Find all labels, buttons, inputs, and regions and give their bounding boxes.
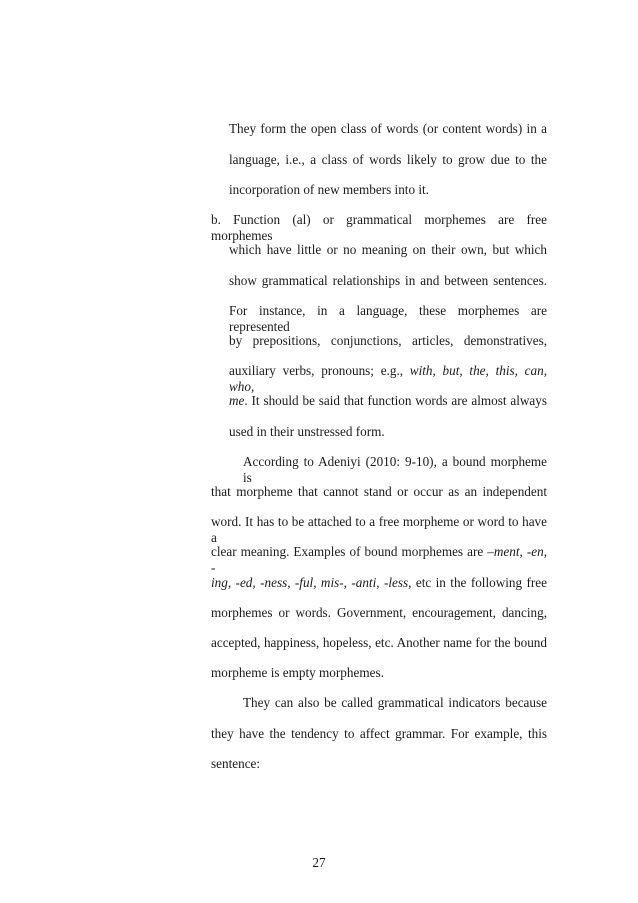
para2-line: morpheme is empty morphemes. — [211, 665, 384, 680]
para3-line: They can also be called grammatical indicators because — [243, 695, 547, 710]
list-item-b-line: which have little or no meaning on their own, but which — [229, 242, 547, 257]
para2-line: morphemes or words. Government, encouragement, dancing, — [211, 605, 547, 620]
text-run: etc in the following free — [411, 575, 547, 590]
para2-line — [211, 544, 547, 576]
page-number: 27 — [312, 855, 326, 870]
para2-line — [211, 575, 547, 591]
para3-line: they have the tendency to affect grammar. For example, this — [211, 726, 547, 741]
para1-line: language, i.e., a class of words likely to grow due to the — [229, 152, 547, 167]
para2-line: word. It has to be attached to a free morpheme or word to have a — [211, 514, 547, 545]
list-item-b-line: show grammatical relationships in and between sentences. — [229, 273, 547, 288]
text-run: . It should be said that function words are almost always — [244, 393, 547, 408]
italic-examples: me — [229, 393, 245, 408]
italic-examples: –ment, -en, - — [211, 544, 547, 575]
para1-line: incorporation of new members into it. — [229, 182, 429, 197]
para2-line: that morpheme that cannot stand or occur as an independent — [211, 484, 547, 499]
list-item-b-line — [229, 363, 547, 395]
italic-examples: ing, -ed, -ness, -ful, mis-, -anti, -less, — [211, 575, 412, 590]
list-item-b-line: used in their unstressed form. — [229, 424, 385, 439]
text-run: auxiliary verbs, pronouns; e.g., — [229, 363, 410, 378]
para2-line: accepted, happiness, hopeless, etc. Another name for the bound — [211, 635, 547, 650]
text-run: clear meaning. Examples of bound morphemes are — [211, 544, 488, 559]
para2-line: According to Adeniyi (2010: 9-10), a bound morpheme is — [243, 454, 547, 485]
italic-examples: with, but, the, this, can, who, — [229, 363, 547, 394]
para3-line: sentence: — [211, 756, 261, 771]
list-item-b-line: For instance, in a language, these morphemes are represented — [229, 303, 547, 334]
list-item-b-line: by prepositions, conjunctions, articles, demonstratives, — [229, 333, 547, 348]
list-item-b-line: b. Function (al) or grammatical morphemes are free morphemes — [211, 212, 547, 243]
list-item-b-line — [229, 393, 547, 409]
para1-line: They form the open class of words (or content words) in a — [229, 121, 547, 136]
